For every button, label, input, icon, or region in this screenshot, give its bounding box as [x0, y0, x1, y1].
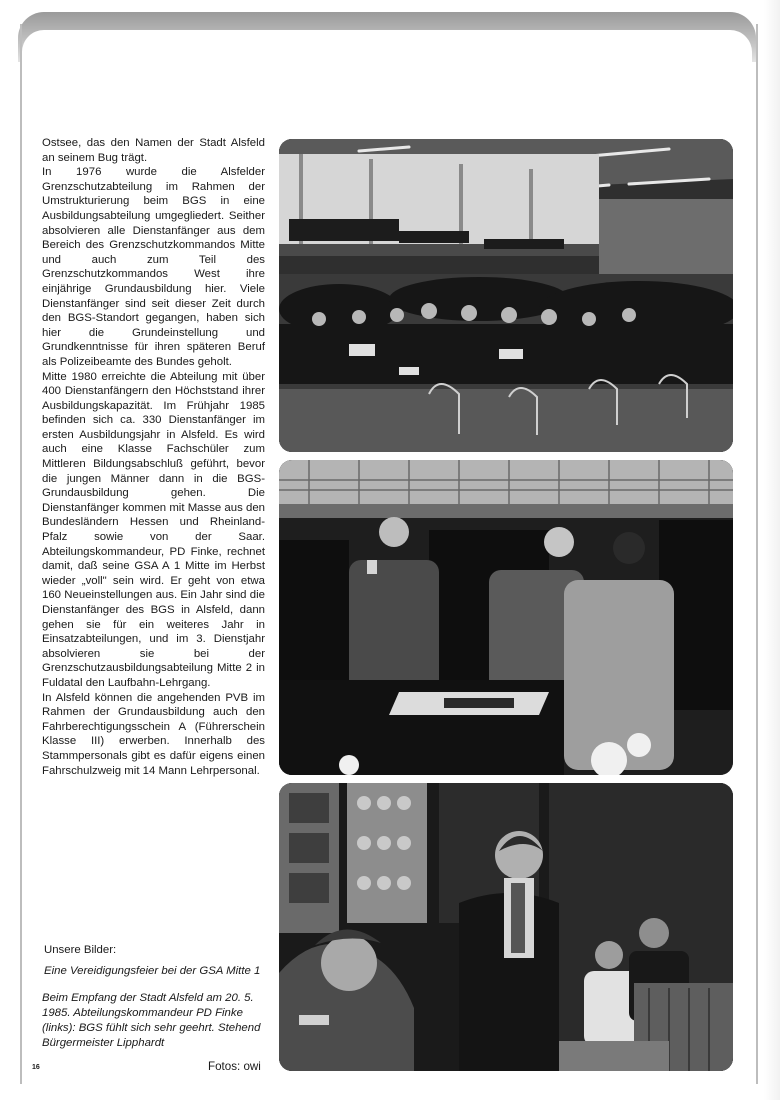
paragraph: Ostsee, das den Namen der Stadt Alsfeld an seinem Bug trägt.: [42, 137, 265, 164]
paragraph: Mitte 1980 erreichte die Abteilung mit über 400 Dienstanfängern den Höchststand ihrer Ausbildungskapazität. Im Frühjahr 1985 befinden sich ca. 330 Dienstanfänger im ersten Ausbildungsjahr in Alsfeld. Es wird auch eine Klasse Fachschüler zum Mittleren Bildungsabschluß geführt, bevor die jungen Männer dann in die BGS-Grundausbildung gehen. Die Dienstanfänger kommen mit Masse aus den Bundesländern Hessen und Rheinland-Pfalz sowie von der Saar. Abteilungskommandeur, PD Finke, rechnet damit, daß seine GSA A 1 Mitte im Herbst wieder „voll" sein wird. Er geht von etwa 160 Neueinstellungen aus. Ein Jahr sind die Dienstanfänger des BGS in Alsfeld, dann gehen sie für ein weiteres Jahr in Einsatzabteilungen, und im 3. Dienstjahr absolvieren sie bei der Grenzschutzausbildungsabteilung Mitte 2 in Fuldatal den Laufbahn-Lehrgang.: [42, 370, 265, 689]
photo-credits: Fotos: owi: [208, 1060, 261, 1073]
caption-ceremony: Eine Vereidigungsfeier bei der GSA Mitte 1: [44, 965, 261, 977]
photo-captions: [42, 943, 270, 1051]
article-text: [42, 136, 265, 778]
page-number: 16: [32, 1064, 40, 1071]
captions-heading: Unsere Bilder:: [44, 944, 117, 956]
paragraph: In 1976 wurde die Alsfelder Grenzschutzabteilung im Rahmen der Umstrukturierung beim BGS in eine Ausbildungsabteilung umgegliedert. Seither absolvieren alle Dienstanfänger aus dem Bereich des Grenzschutzkommandos Mitte und auch zum Teil des Grenzschutzkommandos West ihre einjährige Grundausbildung hier. Viele Dienstanfänger sind seit dieser Zeit durch den BGS-Standort gegangen, haben sich hier die Grundeinstellung und Grundkenntnisse für ihren späteren Beruf als Polizeibeamte des Bundes geholt.: [42, 166, 265, 368]
photo-city-reception: [279, 783, 733, 1071]
caption-reception: Beim Empfang der Stadt Alsfeld am 20. 5. 1985. Abteilungskommandeur PD Finke (links): BGS fühlt sich sehr geehrt. Stehend Bürgermeister Lipphardt: [42, 992, 261, 1049]
scan-edge: [764, 0, 780, 1100]
paragraph: In Alsfeld können die angehenden PVB im Rahmen der Grundausbildung auch den Fahrberechtigungsschein A (Führerschein Klasse III) erwerben. Innerhalb des Stammpersonals gibt es dafür eigens einen Fahrschulzweig mit 14 Mann Lehrpersonal.: [42, 691, 265, 777]
photo-oath-ceremony: [279, 460, 733, 775]
photo-assembly-hall: [279, 139, 733, 452]
